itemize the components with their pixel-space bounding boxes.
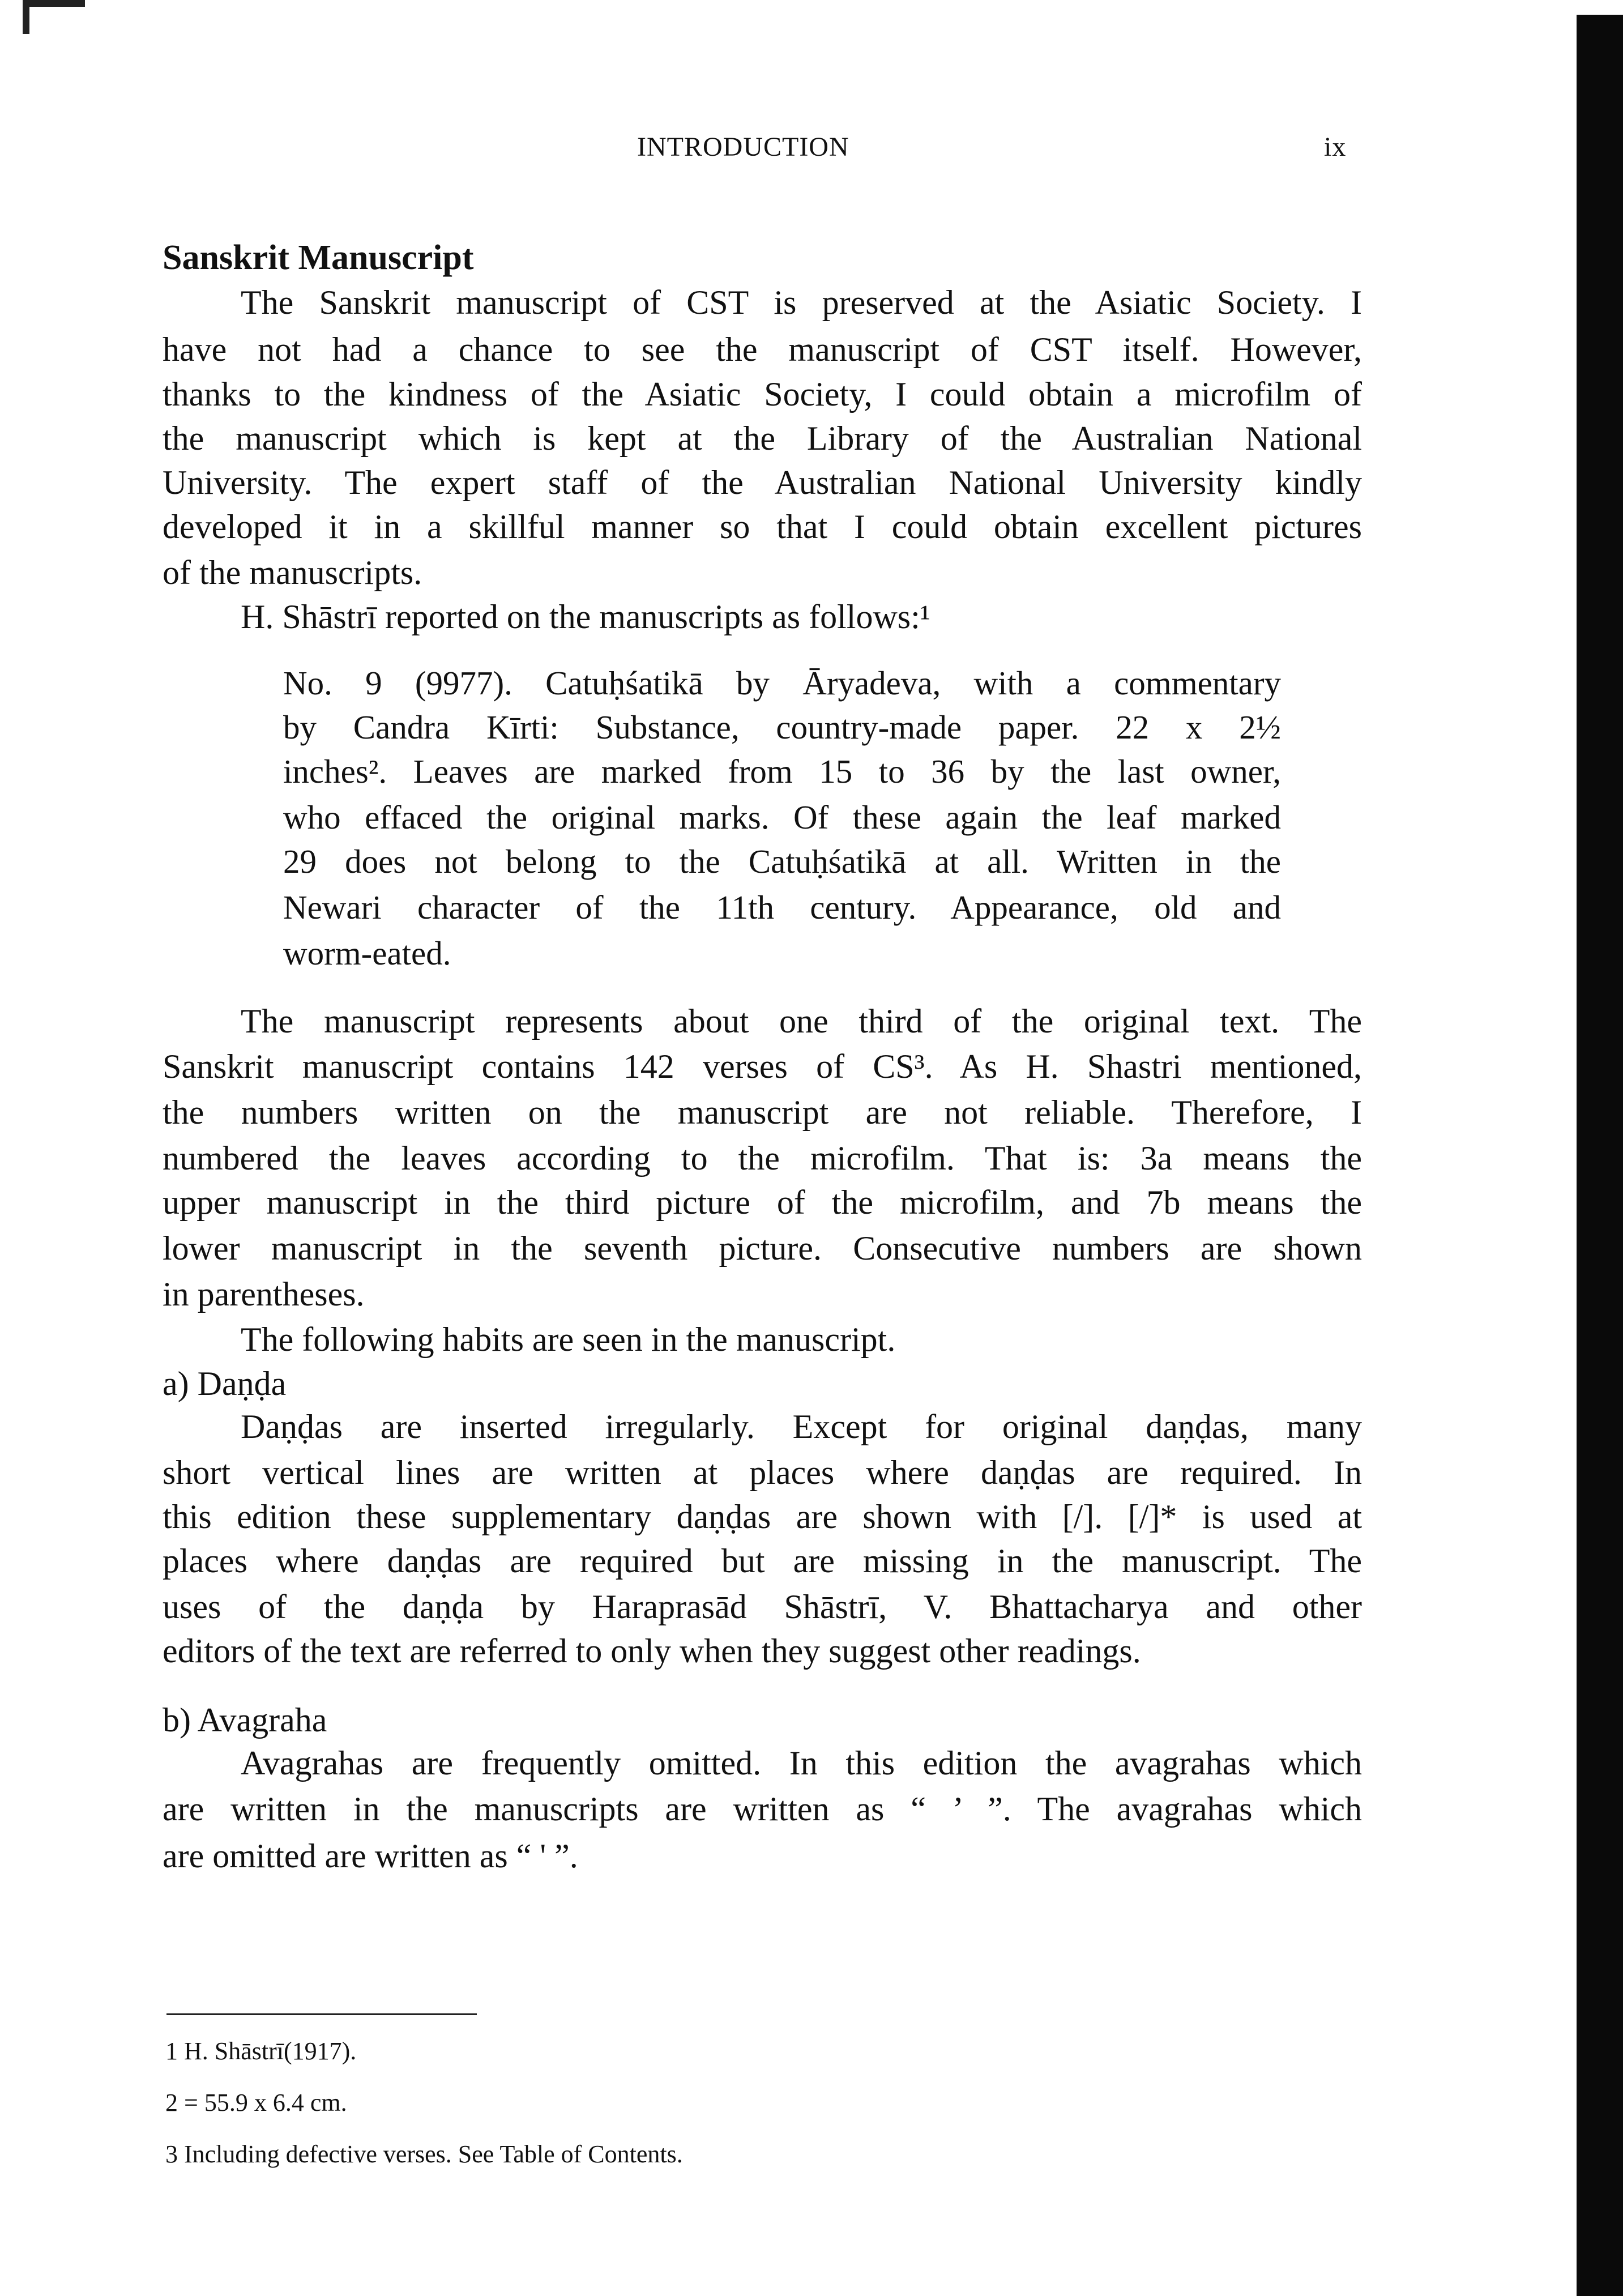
quote-line: who effaced the original marks. Of these again the leaf marked xyxy=(283,799,1281,836)
danda-line: this edition these supplementary daṇḍas are shown with [/]. [/]* is used at xyxy=(163,1498,1362,1535)
danda-line: short vertical lines are written at places where daṇḍas are required. In xyxy=(163,1454,1362,1491)
subheading-avagraha: b) Avagraha xyxy=(163,1701,327,1739)
paragraph1-line: developed it in a skillful manner so that I could obtain excellent pictures xyxy=(163,508,1362,545)
paragraph1-line: University. The expert staff of the Australian National University kindly xyxy=(163,464,1362,501)
footnote-2: 2 = 55.9 x 6.4 cm. xyxy=(165,2089,347,2116)
danda-line: places where daṇḍas are required but are missing in the manuscript. The xyxy=(163,1542,1362,1580)
scan-corner-mark-vertical xyxy=(23,0,29,34)
scan-corner-mark xyxy=(23,0,85,7)
paragraph1-line: have not had a chance to see the manuscript of CST itself. However, xyxy=(163,331,1362,368)
page-number: ix xyxy=(1324,132,1347,162)
danda-line: uses of the daṇḍa by Haraprasād Shāstrī, V. Bhattacharya and other xyxy=(163,1588,1362,1625)
quote-line: worm-eated. xyxy=(283,934,451,972)
paragraph2-line: in parentheses. xyxy=(163,1275,365,1313)
avagraha-line: Avagrahas are frequently omitted. In this edition the avagrahas which xyxy=(241,1744,1362,1782)
paragraph1-line: the manuscript which is kept at the Library of the Australian National xyxy=(163,420,1362,457)
report-intro: H. Shāstrī reported on the manuscripts as follows:¹ xyxy=(241,598,930,635)
paragraph2-line: Sanskrit manuscript contains 142 verses of CS³. As H. Shastri mentioned, xyxy=(163,1048,1362,1085)
habits-intro: The following habits are seen in the manuscript. xyxy=(241,1321,896,1358)
scan-edge-shadow xyxy=(1577,15,1623,2296)
paragraph1-line: of the manuscripts. xyxy=(163,554,422,591)
avagraha-line: are written in the manuscripts are written as “ ’ ”. The avagrahas which xyxy=(163,1790,1362,1828)
footnote-rule xyxy=(166,2013,477,2015)
avagraha-line: are omitted are written as “ ' ”. xyxy=(163,1837,578,1875)
quote-line: Newari character of the 11th century. Appearance, old and xyxy=(283,889,1281,926)
footnote-3: 3 Including defective verses. See Table of Contents. xyxy=(165,2140,683,2168)
paragraph2-line: the numbers written on the manuscript are not reliable. Therefore, I xyxy=(163,1094,1362,1131)
danda-line: Daṇḍas are inserted irregularly. Except for original daṇḍas, many xyxy=(241,1408,1362,1445)
paragraph2-line: The manuscript represents about one third of the original text. The xyxy=(241,1002,1362,1040)
paragraph1-line: The Sanskrit manuscript of CST is preserved at the Asiatic Society. I xyxy=(241,284,1362,321)
quote-line: No. 9 (9977). Catuḥśatikā by Āryadeva, with a commentary xyxy=(283,664,1281,702)
paragraph1-line: thanks to the kindness of the Asiatic Society, I could obtain a microfilm of xyxy=(163,375,1362,413)
paragraph2-line: upper manuscript in the third picture of the microfilm, and 7b means the xyxy=(163,1184,1362,1221)
subheading-danda: a) Daṇḍa xyxy=(163,1365,287,1402)
paragraph2-line: lower manuscript in the seventh picture. Consecutive numbers are shown xyxy=(163,1230,1362,1267)
danda-line: editors of the text are referred to only when they suggest other readings. xyxy=(163,1632,1141,1670)
quote-line: by Candra Kīrti: Substance, country-made paper. 22 x 2½ xyxy=(283,709,1281,746)
quote-line: inches². Leaves are marked from 15 to 36 by the last owner, xyxy=(283,753,1281,790)
running-head-title: INTRODUCTION xyxy=(637,132,849,162)
footnote-1: 1 H. Shāstrī(1917). xyxy=(165,2037,357,2065)
section-heading: Sanskrit Manuscript xyxy=(163,238,474,277)
quote-line: 29 does not belong to the Catuḥśatikā at all. Written in the xyxy=(283,843,1281,880)
paragraph2-line: numbered the leaves according to the microfilm. That is: 3a means the xyxy=(163,1140,1362,1177)
